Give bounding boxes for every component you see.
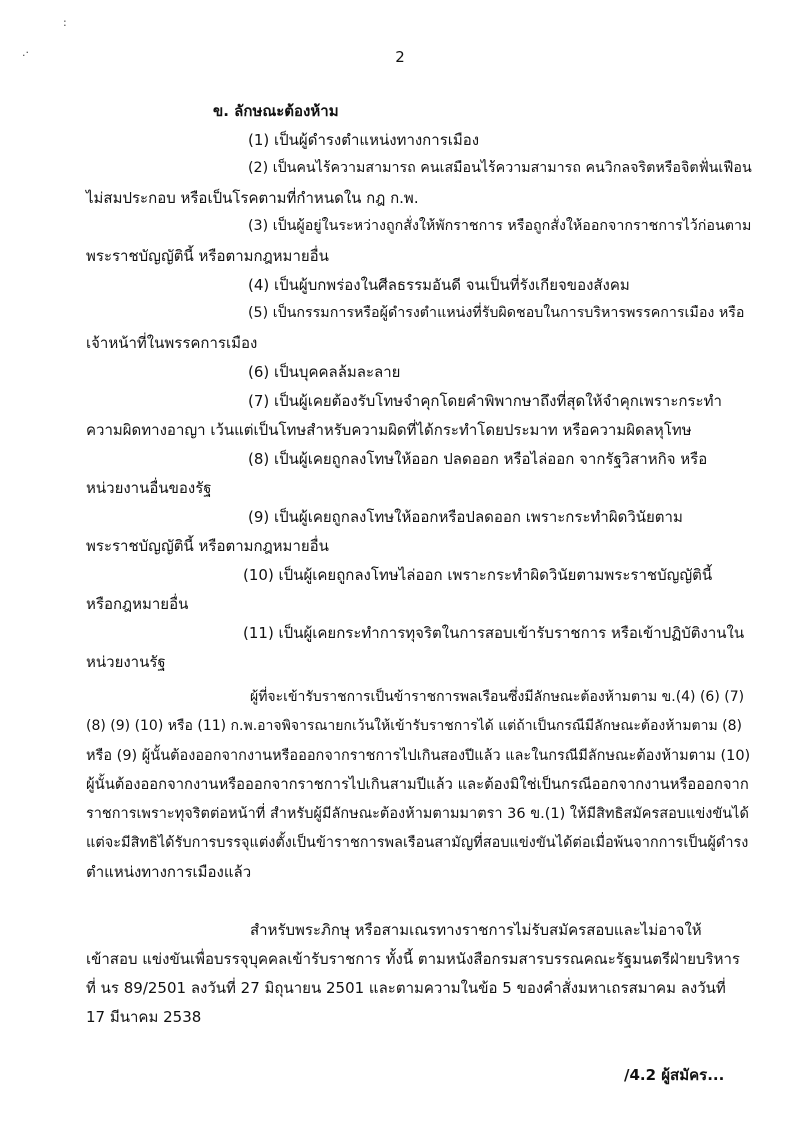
- item-9-continuation: พระราชบัญญัตินี้ หรือตามกฎหมายอื่น: [86, 537, 329, 555]
- page-number: 2: [395, 48, 405, 66]
- exemption-line-6: แต่จะมีสิทธิได้รับการบรรจุแต่งตั้งเป็นข้าราชการพลเรือนสามัญที่สอบแข่งขันได้ต่อเมื่อพ้นจากการเป็นผู้ดำรง: [86, 835, 749, 851]
- scan-mark-dots: .·: [22, 46, 29, 59]
- item-8-line: (8) เป็นผู้เคยถูกลงโทษให้ออก ปลดออก หรือไล่ออก จากรัฐวิสาหกิจ หรือ: [248, 450, 708, 468]
- item-2-continuation: ไม่สมประกอบ หรือเป็นโรคตามที่กำหนดใน กฎ ก.พ.: [86, 189, 419, 207]
- exemption-line-2: (8) (9) (10) หรือ (11) ก.พ.อาจพิจารณายกเว้นให้เข้ารับราชการได้ แต่ถ้าเป็นกรณีมีลักษณะต้องห้ามตาม (8): [86, 718, 743, 734]
- monks-line-3: ที่ นร 89/2501 ลงวันที่ 27 มิถุนายน 2501 และตามความในข้อ 5 ของคำสั่งมหาเถรสมาคม ลงวันที่: [86, 979, 726, 997]
- item-11-line: (11) เป็นผู้เคยกระทำการทุจริตในการสอบเข้ารับราชการ หรือเข้าปฏิบัติงานใน: [243, 624, 745, 642]
- monks-line-2: เข้าสอบ แข่งขันเพื่อบรรจุบุคคลเข้ารับราชการ ทั้งนี้ ตามหนังสือกรมสารบรรณคณะรัฐมนตรีฝ่ายบริหาร: [86, 950, 740, 968]
- section-heading: ข. ลักษณะต้องห้าม: [213, 102, 339, 120]
- exemption-line-7: ตำแหน่งทางการเมืองแล้ว: [86, 863, 252, 881]
- item-5-continuation: เจ้าหน้าที่ในพรรคการเมือง: [86, 334, 258, 352]
- exemption-line-5: ราชการเพราะทุจริตต่อหน้าที่ สำหรับผู้มีลักษณะต้องห้ามตามมาตรา 36 ข.(1) ให้มีสิทธิสมัครสอบแข่งขันได้: [86, 806, 749, 822]
- scan-mark-colon: :: [63, 16, 67, 29]
- item-7-continuation: ความผิดทางอาญา เว้นแต่เป็นโทษสำหรับความผิดที่ได้กระทำโดยประมาท หรือความผิดลหุโทษ: [86, 421, 692, 439]
- continuation-reference: /4.2 ผู้สมัคร...: [624, 1066, 725, 1084]
- item-4-line: (4) เป็นผู้บกพร่องในศีลธรรมอันดี จนเป็นที่รังเกียจของสังคม: [248, 276, 630, 294]
- item-8-continuation: หน่วยงานอื่นของรัฐ: [86, 479, 212, 497]
- item-10-line: (10) เป็นผู้เคยถูกลงโทษไล่ออก เพราะกระทำผิดวินัยตามพระราชบัญญัตินี้: [243, 566, 713, 584]
- item-1-line: (1) เป็นผู้ดำรงตำแหน่งทางการเมือง: [248, 131, 480, 149]
- item-10-continuation: หรือกฎหมายอื่น: [86, 595, 189, 613]
- item-6-line: (6) เป็นบุคคลล้มละลาย: [248, 363, 401, 381]
- monks-line-1: สำหรับพระภิกษุ หรือสามเณรทางราชการไม่รับสมัครสอบและไม่อาจให้: [250, 921, 702, 939]
- item-2-line: (2) เป็นคนไร้ความสามารถ คนเสมือนไร้ความสามารถ คนวิกลจริตหรือจิตฟั่นเฟือน: [248, 160, 752, 176]
- item-11-continuation: หน่วยงานรัฐ: [86, 653, 166, 671]
- exemption-line-4: ผู้นั้นต้องออกจากงานหรือออกจากราชการไปเกินสามปีแล้ว และต้องมิใช่เป็นกรณีออกจากงานหรือออกจาก: [86, 776, 749, 793]
- item-3-continuation: พระราชบัญญัตินี้ หรือตามกฎหมายอื่น: [86, 247, 329, 265]
- monks-line-4: 17 มีนาคม 2538: [86, 1008, 202, 1026]
- item-5-line: (5) เป็นกรรมการหรือผู้ดำรงตำแหน่งที่รับผิดชอบในการบริหารพรรคการเมือง หรือ: [248, 305, 745, 321]
- exemption-line-3: หรือ (9) ผู้นั้นต้องออกจากงานหรือออกจากราชการไปเกินสองปีแล้ว และในกรณีมีลักษณะต้องห้ามตาม (10): [86, 748, 751, 764]
- exemption-line-1: ผู้ที่จะเข้ารับราชการเป็นข้าราชการพลเรือนซึ่งมีลักษณะต้องห้ามตาม ข.(4) (6) (7): [250, 689, 745, 705]
- item-7-line: (7) เป็นผู้เคยต้องรับโทษจำคุกโดยคำพิพากษาถึงที่สุดให้จำคุกเพราะกระทำ: [248, 392, 722, 410]
- item-3-line: (3) เป็นผู้อยู่ในระหว่างถูกสั่งให้พักราชการ หรือถูกสั่งให้ออกจากราชการไว้ก่อนตาม: [248, 218, 752, 234]
- item-9-line: (9) เป็นผู้เคยถูกลงโทษให้ออกหรือปลดออก เพราะกระทำผิดวินัยตาม: [248, 508, 683, 526]
